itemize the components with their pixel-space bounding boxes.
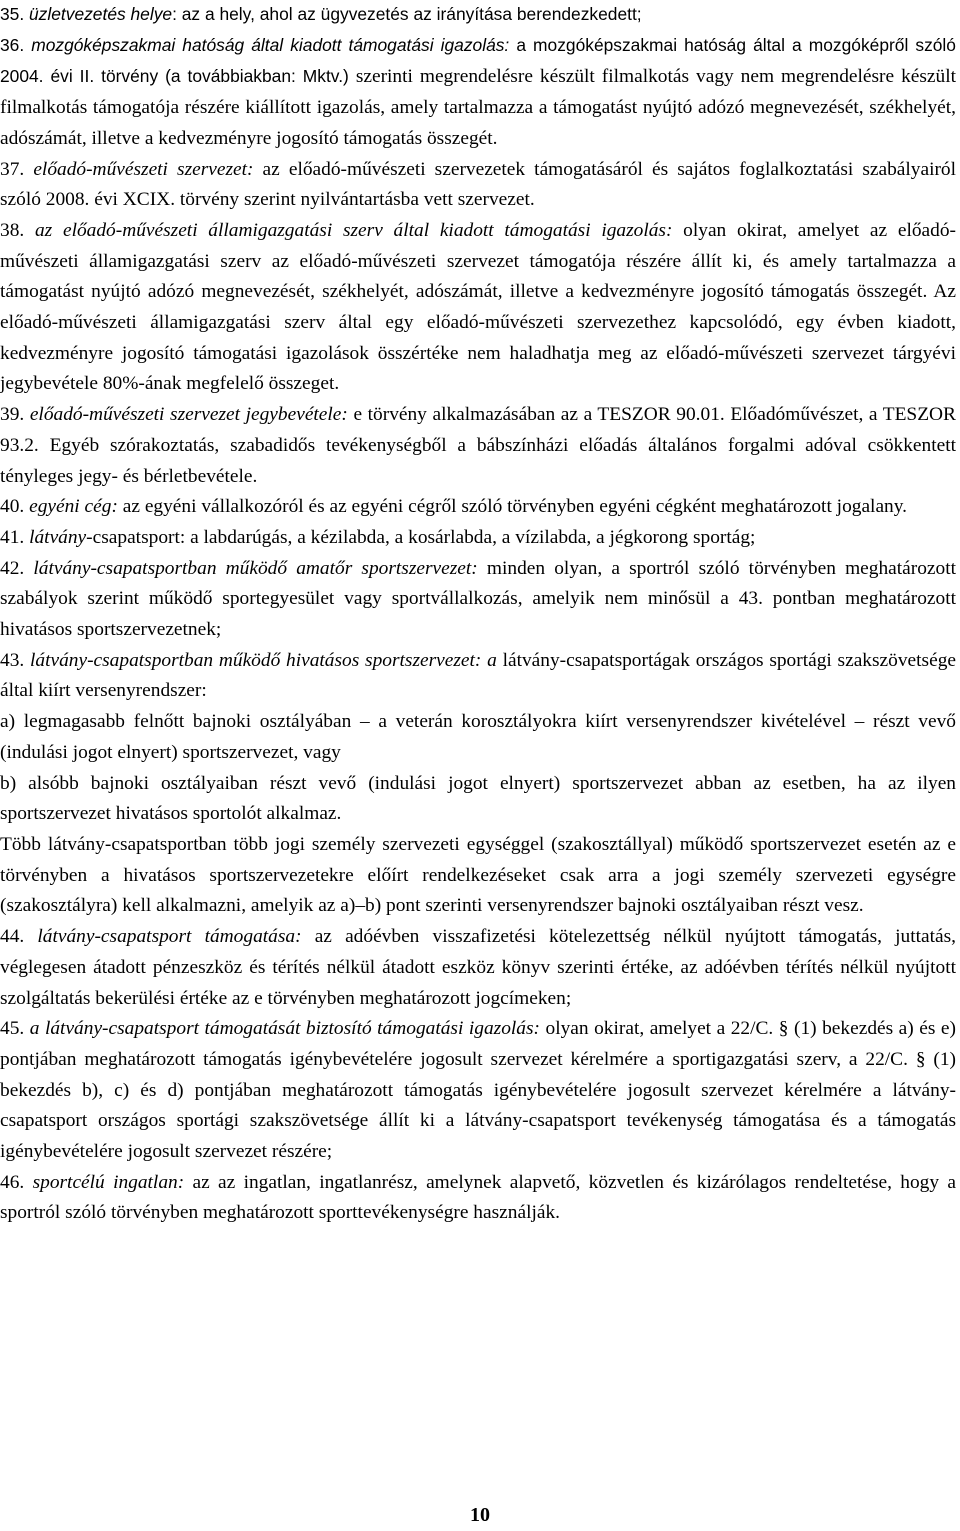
definition-44 bbox=[0, 922, 956, 1014]
definition-term: látvány-csapatsportban működő hivatásos sportszervezet: a bbox=[30, 649, 497, 671]
definition-number: 38. bbox=[0, 219, 35, 241]
definition-42 bbox=[0, 554, 956, 646]
definition-text: az a hely, ahol az ügyvezetés az irányítása berendezkedett; bbox=[181, 4, 642, 24]
definition-term: a látvány-csapatsport támogatását biztosító támogatási igazolás: bbox=[29, 1018, 540, 1040]
definition-text: Több látvány-csapatsportban több jogi személy szervezeti egységgel (szakosztállyal) működő sportszervezet esetén az e törvényben a hivatásos sportszervezetekre előírt rendelkezéseket csak arra a jogi személy szervezeti egységre (szakosztályra) kell alkalmazni, amelyik az a)–b) pont szerinti versenyrendszer bajnoki osztályaiban részt vesz. bbox=[0, 833, 956, 917]
definition-43-point-a bbox=[0, 707, 956, 768]
definition-text: olyan okirat, amelyet a 22/C. § (1) bekezdés a) és e) pontjában meghatározott támogatás igénybevételére jogosult szervezet kérelmére a sportigazgatási szerv, a 22/C. § (1) bekezdés b), c) és d) pontjában meghatározott támogatás igénybevételére jogosult szervezet kérelmére a látvány-csapatsport országos sportági szakszövetsége állít ki a látvány-csapatsport tevékenység támogatása és a támogatás igénybevételére jogosult szervezet részére; bbox=[0, 1018, 956, 1163]
definition-43-note bbox=[0, 830, 956, 922]
definition-43-point-b bbox=[0, 769, 956, 830]
definition-number: 39. bbox=[0, 404, 30, 426]
definition-number: 40. bbox=[0, 496, 30, 518]
definition-term: előadó-művészeti szervezet: bbox=[33, 158, 254, 180]
definition-number: 46. bbox=[0, 1171, 33, 1193]
definition-text: az előadó-művészeti szervezetek támogatásáról és sajátos foglalkoztatási szabályairól szóló 2008. évi XCIX. törvény szerint nyilvántartásba vett szervezet. bbox=[0, 158, 957, 211]
definition-term: üzletvezetés helye bbox=[29, 4, 173, 24]
definition-term: mozgóképszakmai hatóság által kiadott támogatási igazolás: bbox=[31, 34, 510, 55]
definition-45 bbox=[0, 1014, 956, 1168]
definition-term: látvány-csapatsport támogatása: bbox=[37, 926, 302, 948]
definition-text: az egyéni vállalkozóról és az egyéni cégről szóló törvényben egyéni cégként meghatározott jogalany. bbox=[117, 496, 908, 518]
definition-text-lead: a mozgóképszakmai hatóság által a mozgóképről szóló 2004. évi II. törvény (a továbbiakban: Mktv.) bbox=[0, 34, 956, 87]
definition-number: 36. bbox=[0, 34, 32, 55]
page-number: 10 bbox=[470, 1504, 490, 1526]
definition-number: 42. bbox=[0, 557, 34, 579]
definition-term: egyéni cég: bbox=[29, 496, 118, 518]
definition-number: 45. bbox=[0, 1018, 30, 1040]
definition-39 bbox=[0, 400, 956, 492]
definition-text: a) legmagasabb felnőtt bajnoki osztályában – a veterán korosztályokra kiírt versenyrendszer kivételével – részt vevő (indulási jogot elnyert) sportszervezet, vagy bbox=[0, 711, 956, 763]
definition-36 bbox=[0, 30, 956, 155]
definition-text: szerinti megrendelésre készült filmalkotás vagy nem megrendelésre készült filmalkotás támogatója részére kiállított igazolás, amely tartalmazza a támogatást nyújtó adózó megnevezését, székhelyét, adószámát, illetve a kedvezményre jogosító támogatás összegét. bbox=[0, 66, 956, 149]
definition-term: előadó-művészeti szervezet jegybevétele: bbox=[29, 404, 348, 426]
definition-40 bbox=[0, 492, 956, 523]
definition-number: 35. bbox=[0, 4, 30, 24]
definition-text: b) alsóbb bajnoki osztályaiban részt vevő (indulási jogot elnyert) sportszervezet abban az esetben, ha az ilyen sportszervezet hivatásos sportolót alkalmaz. bbox=[0, 772, 956, 825]
definition-43 bbox=[0, 646, 956, 707]
definition-term: látvány-csapatsportban működő amatőr sportszervezet: bbox=[33, 557, 478, 579]
definition-separator: : bbox=[172, 4, 182, 24]
definition-text: látvány-csapatsportágak országos sportági szakszövetsége által kiírt versenyrendszer: bbox=[0, 649, 956, 702]
definition-35 bbox=[0, 0, 956, 30]
definition-term: az előadó-művészeti államigazgatási szerv által kiadott támogatási igazolás: bbox=[34, 219, 673, 241]
definition-text: csapatsport: a labdarúgás, a kézilabda, a kosárlabda, a vízilabda, a jégkorong sportág; bbox=[92, 526, 756, 548]
definition-term: sportcélú ingatlan: bbox=[32, 1171, 185, 1193]
definition-text: e törvény alkalmazásában az a TESZOR 90.01. Előadóművészet, a TESZOR 93.2. Egyéb szórakoztatás, szabadidős tevékenységből a bábszínházi előadás általános forgalmi adóval csökkentett tényleges jegy- és bérletbevétele. bbox=[0, 404, 956, 487]
definition-number: 43. bbox=[0, 649, 30, 671]
definition-number: 41. bbox=[0, 526, 30, 548]
definition-number: 44. bbox=[0, 926, 38, 948]
definition-37 bbox=[0, 155, 956, 216]
definition-38 bbox=[0, 216, 956, 400]
definition-text: az az ingatlan, ingatlanrész, amelynek alapvető, közvetlen és kizárólagos rendeltetése, hogy a sportról szóló törvényben meghatározott sporttevékenységre használják. bbox=[0, 1171, 956, 1224]
definition-text: az adóévben visszafizetési kötelezettség nélkül nyújtott támogatás, juttatás, véglegesen átadott pénzeszköz és térítés nélkül átadott eszköz könyv szerinti értéke, az adóévben térítés nélkül nyújtott szolgáltatás bekerülési értéke az e törvényben meghatározott jogcímeken; bbox=[0, 926, 956, 1009]
definition-46 bbox=[0, 1168, 956, 1229]
definition-text: minden olyan, a sportról szóló törvényben meghatározott szabályok szerint működő sportegyesület vagy sportvállalkozás, amelyik nem minősül a 43. pontban meghatározott hivatásos sportszervezetnek; bbox=[0, 557, 956, 641]
definition-term: látvány- bbox=[29, 526, 93, 548]
definition-41 bbox=[0, 523, 956, 554]
definition-number: 37. bbox=[0, 158, 34, 180]
definition-text: olyan okirat, amelyet az előadó-művészeti államigazgatási szerv az előadó-művészeti szervezet támogatója részére állít ki, és amely tartalmazza a támogatást nyújtó adózó megnevezését, székhelyét, adószámát, illetve a kedvezményre jogosító támogatás összegét. Az előadó-művészeti államigazgatási szerv által egy előadó-művészeti szervezethez kapcsolódó, egy évben kiadott, kedvezményre jogosító támogatási igazolások összértéke nem haladhatja meg az előadó-művészeti szervezet tárgyévi jegybevétele 80%-ának megfelelő összeget. bbox=[0, 219, 956, 395]
